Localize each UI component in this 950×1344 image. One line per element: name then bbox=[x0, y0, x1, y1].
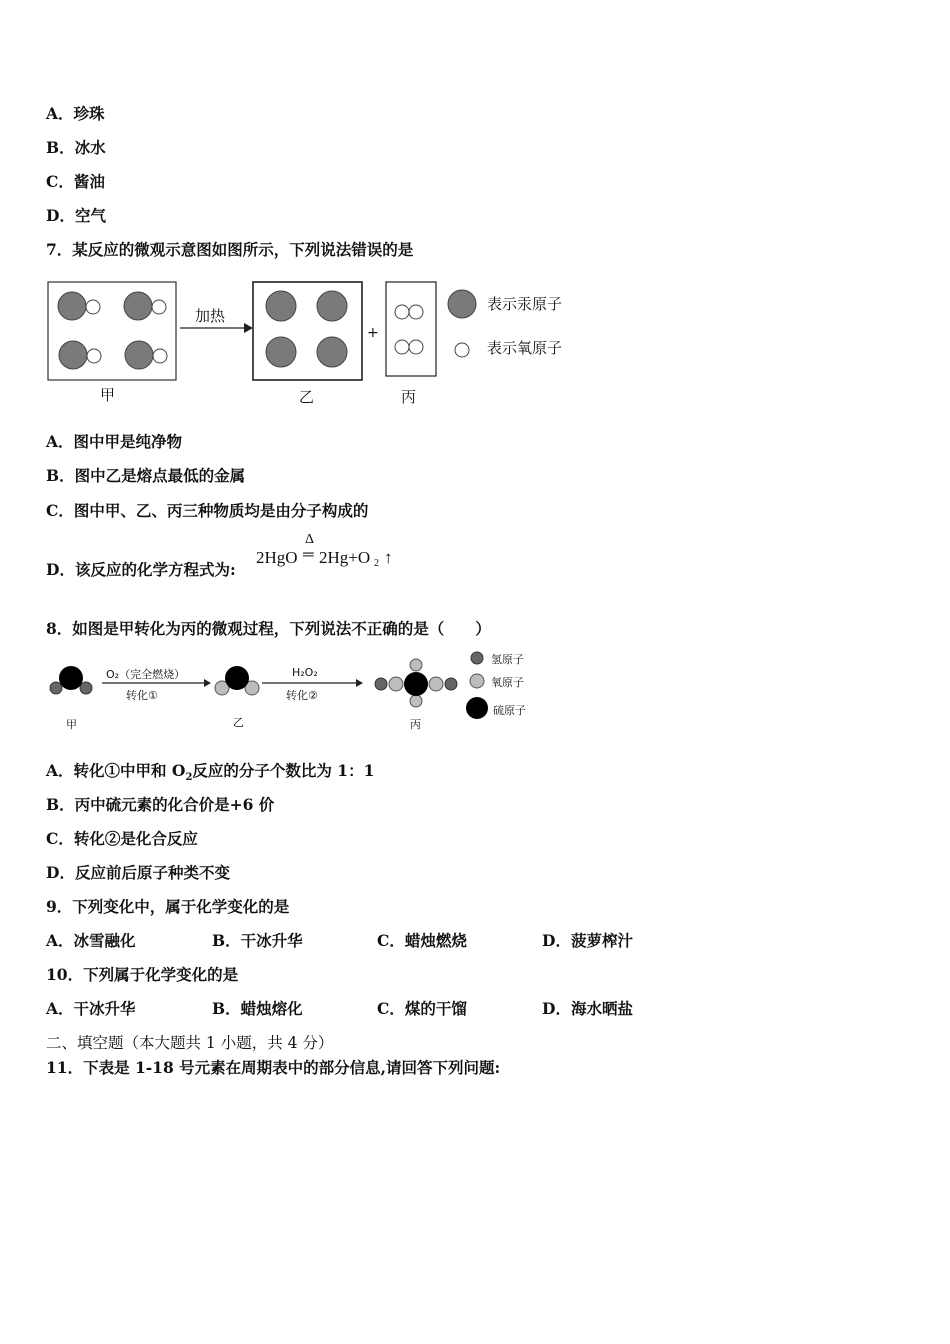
q7-label-bing: 丙 bbox=[401, 388, 417, 406]
q7-plus-sign: + bbox=[367, 325, 379, 341]
q10-option-a: A．干冰升华 bbox=[46, 999, 136, 1018]
q7-option-c: C．图中甲、乙、丙三种物质均是由分子构成的 bbox=[46, 501, 369, 520]
hgo-molecule bbox=[125, 341, 167, 369]
q8-figure bbox=[44, 648, 544, 738]
q8-label-bing: 丙 bbox=[410, 718, 421, 731]
q7-option-b: B．图中乙是熔点最低的金属 bbox=[46, 466, 246, 485]
q8-step1-label: 转化① bbox=[126, 689, 158, 702]
arrow-head-icon bbox=[204, 679, 211, 687]
q9-option-c: C．蜡烛燃烧 bbox=[377, 931, 467, 950]
arrow-head-icon bbox=[356, 679, 363, 687]
q9-option-b: B．干冰升华 bbox=[212, 931, 303, 950]
q10-option-d: D．海水晒盐 bbox=[542, 999, 633, 1018]
legend-h-atom bbox=[471, 652, 483, 664]
q7-stem: 7．某反应的微观示意图如图所示，下列说法错误的是 bbox=[46, 240, 414, 259]
q6-option-a: A．珍珠 bbox=[46, 104, 105, 123]
section-heading: 二、填空题（本大题共 1 小题，共 4 分） bbox=[46, 1034, 334, 1052]
o2-molecule bbox=[395, 340, 423, 354]
q6-option-d: D．空气 bbox=[46, 206, 106, 225]
so2-molecule bbox=[215, 666, 259, 695]
q8-option-b: B．丙中硫元素的化合价是+6 价 bbox=[46, 795, 275, 814]
q8-option-d: D．反应前后原子种类不变 bbox=[46, 863, 230, 882]
q6-option-c: C．酱油 bbox=[46, 172, 105, 191]
q7-option-d bbox=[46, 532, 393, 580]
q8-step2-label: 转化② bbox=[286, 689, 318, 702]
legend-o-atom bbox=[470, 674, 484, 688]
q7-arrow-label: 加热 bbox=[195, 307, 226, 325]
q8-legend-s: 硫原子 bbox=[493, 704, 526, 717]
q8-step2-reagent: H₂O₂ bbox=[292, 666, 318, 679]
hgo-molecule bbox=[124, 292, 166, 320]
q7-option-a: A．图中甲是纯净物 bbox=[46, 432, 183, 451]
q8-label-yi: 乙 bbox=[233, 716, 244, 729]
q8-legend-o: 氧原子 bbox=[491, 676, 524, 689]
q9-stem: 9．下列变化中，属于化学变化的是 bbox=[46, 897, 290, 916]
q7-option-d-prefix: D．该反应的化学方程式为: bbox=[46, 560, 236, 579]
hg-atom bbox=[266, 337, 296, 367]
hgo-molecule bbox=[59, 341, 101, 369]
q7-label-yi: 乙 bbox=[299, 388, 315, 406]
q7-legend-o: 表示氧原子 bbox=[487, 339, 563, 357]
q7-figure bbox=[44, 276, 604, 411]
q8-legend-h: 氢原子 bbox=[491, 653, 524, 666]
q9-option-a: A．冰雪融化 bbox=[46, 931, 136, 950]
q7-box-bing bbox=[386, 282, 436, 376]
q8-stem: 8．如图是甲转化为丙的微观过程，下列说法不正确的是（ ） bbox=[46, 619, 491, 638]
q8-option-a: A．转化①中甲和 $O_2$反应的分子个数比为 1：1 bbox=[46, 761, 375, 784]
hg-atom bbox=[266, 291, 296, 321]
o2-molecule bbox=[395, 305, 423, 319]
hg-atom bbox=[317, 337, 347, 367]
q10-option-b: B．蜡烛熔化 bbox=[212, 999, 303, 1018]
legend-o-atom bbox=[455, 343, 469, 357]
h2s-molecule bbox=[50, 666, 92, 694]
arrow-head-icon bbox=[244, 323, 253, 333]
q8-step1-reagent: O₂（完全燃烧） bbox=[106, 668, 186, 681]
q10-stem: 10．下列属于化学变化的是 bbox=[46, 965, 239, 984]
h2so4-molecule bbox=[375, 659, 457, 707]
q9-option-d: D．菠萝榨汁 bbox=[542, 931, 633, 950]
q8-option-c: C．转化②是化合反应 bbox=[46, 829, 198, 848]
legend-s-atom bbox=[466, 697, 488, 719]
q8-label-jia: 甲 bbox=[66, 718, 77, 731]
legend-hg-atom bbox=[448, 290, 476, 318]
chemical-equation: 2HgO Δ ═ 2Hg+O 2 ↑ bbox=[256, 532, 393, 569]
q7-legend-hg: 表示汞原子 bbox=[487, 295, 563, 313]
hg-atom bbox=[317, 291, 347, 321]
q7-label-jia: 甲 bbox=[100, 386, 116, 404]
q10-option-c: C．煤的干馏 bbox=[377, 999, 467, 1018]
q6-option-b: B．冰水 bbox=[46, 138, 106, 157]
q11-stem: 11．下表是 1-18 号元素在周期表中的部分信息,请回答下列问题: bbox=[46, 1058, 501, 1077]
hgo-molecule bbox=[58, 292, 100, 320]
